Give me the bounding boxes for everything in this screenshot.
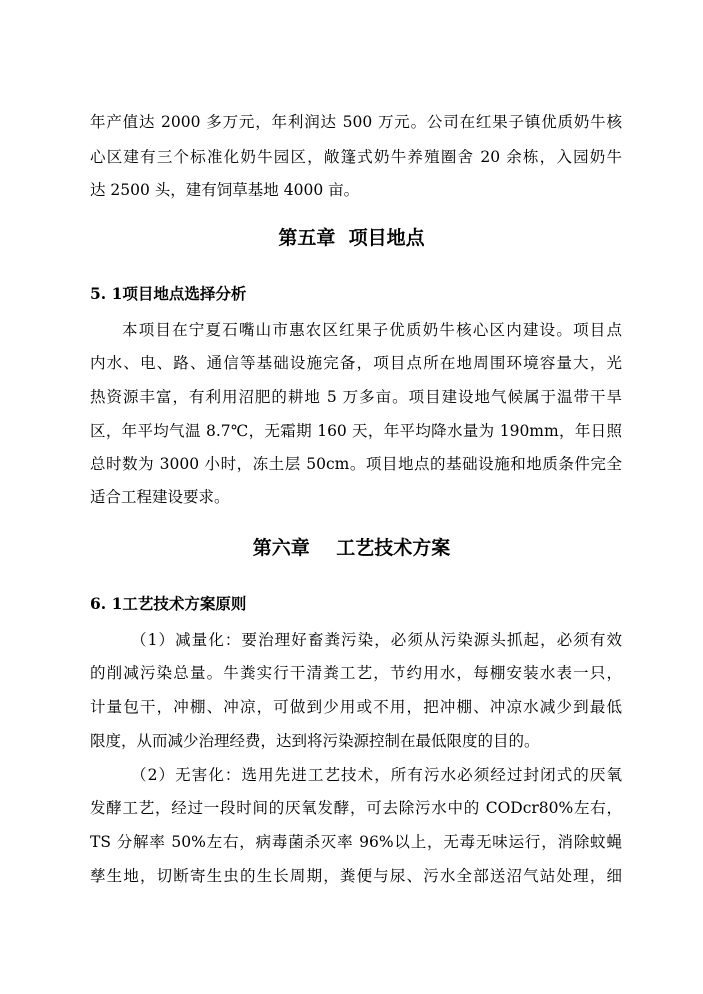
section-5-1-title: 5. 1项目地点选择分析	[90, 284, 247, 303]
chapter6-para2-line-1: （2）无害化：选用先进工艺技术，所有污水必须经过封闭式的厌氧	[131, 766, 622, 784]
chapter6-para2-line-2: 发酵工艺，经过一段时间的厌氧发酵，可去除污水中的 CODcr80%左右，	[90, 799, 622, 817]
chapter-5-title: 第五章 项目地点	[278, 227, 425, 249]
section-6-1-title: 6. 1工艺技术方案原则	[90, 594, 247, 613]
chapter6-para1-line-3: 计量包干，冲棚、冲凉，可做到少用或不用，把冲棚、冲凉水减少到最低	[90, 698, 622, 716]
chapter6-para1-line-2: 的削减污染总量。牛粪实行干清粪工艺，节约用水，每棚安装水表一只，	[90, 664, 622, 682]
chapter5-line-3: 热资源丰富，有利用沼肥的耕地 5 万多亩。项目建设地气候属于温带干旱	[90, 388, 622, 406]
chapter5-line-1: 本项目在宁夏石嘴山市惠农区红果子优质奶牛核心区内建设。项目点	[122, 321, 622, 339]
chapter-6-title: 第六章 工艺技术方案	[252, 537, 451, 559]
chapter5-line-6: 适合工程建设要求。	[90, 488, 230, 506]
chapter6-para2-line-3: TS 分解率 50%左右，病毒菌杀灭率 96%以上，无毒无味运行，消除蚊蝇	[90, 833, 622, 851]
chapter5-line-2: 内水、电、路、通信等基础设施完备，项目点所在地周围环境容量大，光	[90, 354, 622, 372]
intro-line-2: 心区建有三个标准化奶牛园区，敞篷式奶牛养殖圈舍 20 余栋，入园奶牛	[90, 148, 622, 166]
chapter5-line-5: 总时数为 3000 小时，冻土层 50cm。项目地点的基础设施和地质条件完全	[90, 455, 622, 473]
intro-line-1: 年产值达 2000 多万元，年利润达 500 万元。公司在红果子镇优质奶牛核	[90, 113, 622, 131]
chapter6-para2-line-4: 孳生地，切断寄生虫的生长周期，粪便与尿、污水全部送沼气站处理，细	[90, 867, 622, 885]
chapter5-line-4: 区，年平均气温 8.7℃，无霜期 160 天，年平均降水量为 190mm，年日照	[90, 422, 622, 440]
chapter6-para1-line-1: （1）减量化：要治理好畜粪污染，必须从污染源头抓起，必须有效	[131, 631, 622, 649]
chapter6-para1-line-4: 限度，从而减少治理经费，达到将污染源控制在最低限度的目的。	[90, 732, 540, 750]
intro-line-3: 达 2500 头，建有饲草基地 4000 亩。	[90, 181, 360, 199]
